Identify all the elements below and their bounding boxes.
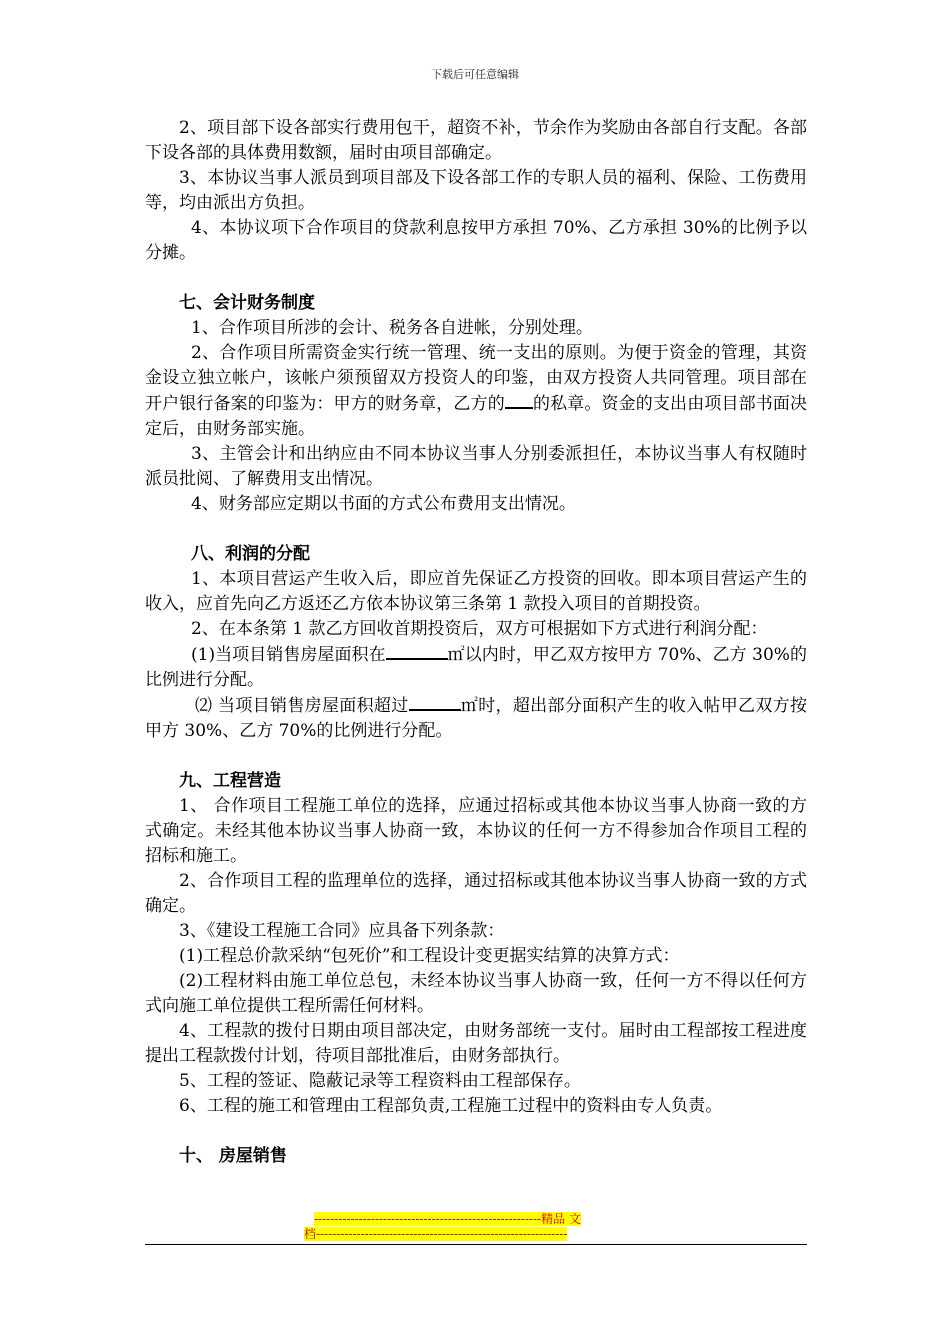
- fill-blank: [409, 693, 461, 711]
- paragraph: (1)工程总价款采纳“包死价”和工程设计变更据实结算的决算方式：: [179, 946, 680, 966]
- paragraph: [145, 642, 807, 693]
- paragraph: [145, 341, 807, 442]
- paragraph-text: 2、合作项目所需资金实行统一管理、统一支出的原则。为便于资金的管理，其资金设立独立帐户，该帐户须预留双方投资人的印鉴，由双方投资人共同管理。项目部在开户银行备案的印鉴为：甲方的财务章，乙方的: [145, 343, 807, 414]
- paragraph-text: ⑵ 当项目销售房屋面积超过: [195, 696, 409, 716]
- paragraph: 6、工程的施工和管理由工程部负责,工程施工过程中的资料由专人负责。: [179, 1096, 723, 1116]
- paragraph: 3、主管会计和出纳应由不同本协议当事人分别委派担任，本协议当事人有权随时派员批阅、了解费用支出情况。: [145, 444, 807, 489]
- paragraph: 1、合作项目所涉的会计、税务各自进帐，分别处理。: [191, 318, 593, 338]
- section-heading-9: 九、工程营造: [179, 771, 281, 791]
- paragraph: 1、本项目营运产生收入后，即应首先保证乙方投资的回收。即本项目营运产生的收入，应首先向乙方返还乙方依本协议第三条第 1 款投入项目的首期投资。: [145, 569, 807, 614]
- paragraph: [145, 693, 807, 744]
- section-heading-10: 十、 房屋销售: [179, 1146, 287, 1166]
- paragraph: 4、本协议项下合作项目的贷款利息按甲方承担 70%、乙方承担 30%的比例予以分摊。: [145, 218, 807, 263]
- footer-rule: [145, 1244, 807, 1245]
- document-body: [145, 116, 807, 1169]
- paragraph: 2、项目部下设各部实行费用包干，超资不补，节余作为奖励由各部自行支配。各部下设各部的具体费用数额，届时由项目部确定。: [145, 118, 807, 163]
- paragraph: 3、本协议当事人派员到项目部及下设各部工作的专职人员的福利、保险、工伤费用等，均由派出方负担。: [145, 168, 807, 213]
- fill-blank: [386, 642, 448, 660]
- paragraph: 4、工程款的拨付日期由项目部决定，由财务部统一支付。届时由工程部按工程进度提出工程款拨付计划，待项目部批准后，由财务部执行。: [145, 1021, 807, 1066]
- paragraph: 3、《建设工程施工合同》应具备下列条款：: [179, 921, 505, 941]
- footer-watermark: [304, 1212, 648, 1242]
- paragraph-text: 的私章。资金的支出由项目部书面决定后，由财务部实施。: [145, 394, 808, 439]
- footer-line: --------------------------------------------------------精品 文: [314, 1212, 581, 1226]
- section-heading-7: 七、会计财务制度: [179, 293, 315, 313]
- paragraph: 2、在本条第 1 款乙方回收首期投资后，双方可根据如下方式进行利润分配：: [191, 619, 768, 639]
- paragraph: 4、财务部应定期以书面的方式公布费用支出情况。: [191, 494, 576, 514]
- footer-line: 档--------------------------------------------------------------: [304, 1227, 568, 1241]
- paragraph: 5、工程的签证、隐蔽记录等工程资料由工程部保存。: [179, 1071, 581, 1091]
- section-heading-8: 八、利润的分配: [191, 544, 310, 564]
- paragraph: 1、 合作项目工程施工单位的选择，应通过招标或其他本协议当事人协商一致的方式确定。未经其他本协议当事人协商一致，本协议的任何一方不得参加合作项目工程的招标和施工。: [145, 796, 807, 866]
- fill-blank: [505, 391, 533, 409]
- paragraph: 2、合作项目工程的监理单位的选择，通过招标或其他本协议当事人协商一致的方式确定。: [145, 871, 807, 916]
- paragraph: (2)工程材料由施工单位总包，未经本协议当事人协商一致，任何一方不得以任何方式向施工单位提供工程所需任何材料。: [145, 971, 807, 1016]
- paragraph-text: ㎡时，超出部分面积产生的收入帖甲乙双方按甲方 30%、乙方 70%的比例进行分配。: [145, 696, 807, 741]
- paragraph-text: ㎡以内时，甲乙双方按甲方 70%、乙方 30%的比例进行分配。: [145, 645, 807, 690]
- paragraph-text: (1)当项目销售房屋面积在: [191, 645, 386, 665]
- page-header: 下载后可任意编辑: [431, 68, 519, 81]
